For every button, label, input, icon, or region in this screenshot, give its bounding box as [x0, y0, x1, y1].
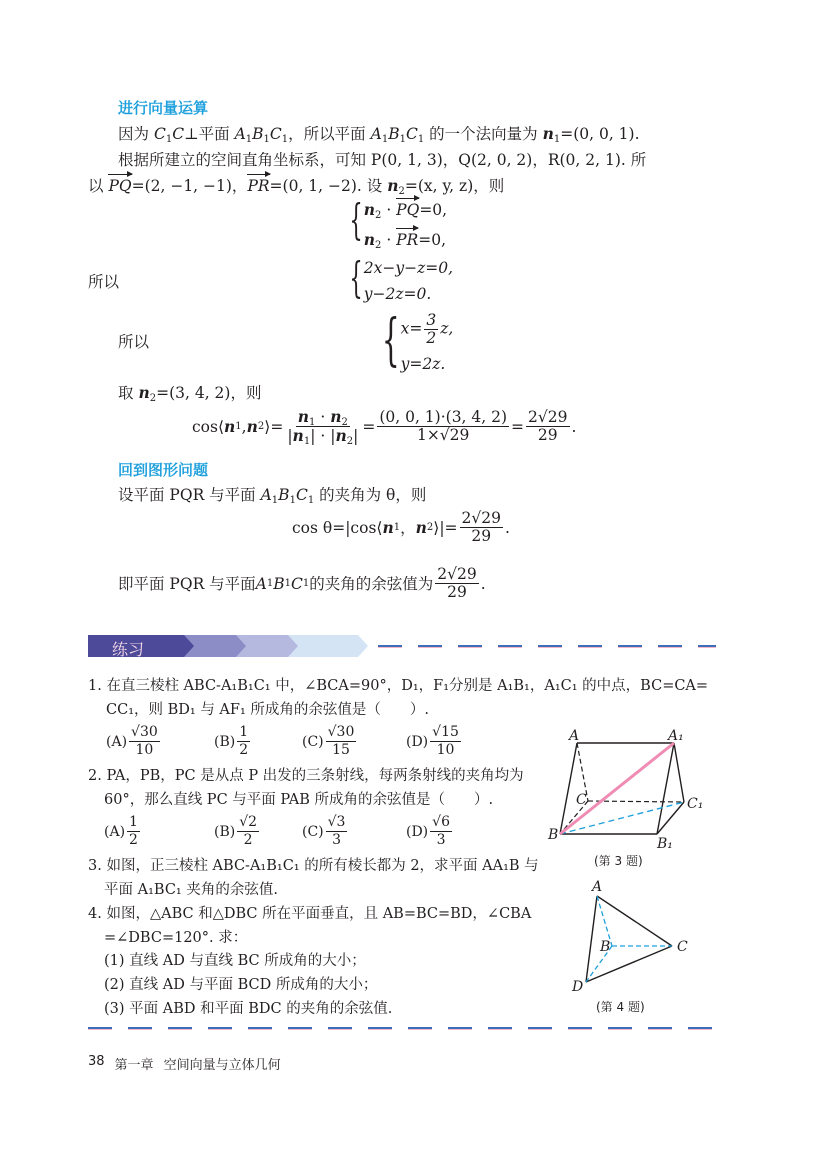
sys1-line-1: $n_2 \cdot PQ=0$, — [363, 200, 448, 221]
text: 平面 — [198, 125, 235, 143]
figure-3-prism — [540, 720, 720, 870]
text: 以 — [88, 177, 109, 195]
question-2-line-1: 2. PA，PB，PC 是从点 P 出发的三条射线，每两条射线的夹角均为 — [88, 768, 524, 784]
sys2-line-1: 2x−y−z=0, — [363, 259, 454, 277]
option-d: (D) $\frac{√6}{3}$ — [406, 814, 450, 848]
figure-4-caption: (第 4 题) — [596, 1000, 645, 1014]
question-3-line-2: 平面 A₁BC₁ 夹角的余弦值. — [104, 882, 278, 898]
take-n2-line: 取 $n_2=(3$, 4, 2)，则 — [118, 383, 262, 404]
question-3-line-1: 3. 如图，正三棱柱 ABC-A₁B₁C₁ 的所有棱长都为 2，求平面 AA₁B 与 — [88, 858, 539, 874]
edge-a1-c1 — [674, 743, 684, 802]
edge-a-b — [560, 743, 577, 834]
label-c: C — [677, 939, 688, 955]
text: ，所以平面 — [288, 125, 371, 143]
vector-pr: PR — [247, 177, 270, 195]
brace: { — [349, 253, 363, 302]
text: 的一个法向量为 — [424, 125, 543, 143]
text: 因为 — [118, 125, 154, 143]
option-a: (A) $\frac{1}{2}$ — [104, 814, 138, 848]
question-4-part-2: (2) 直线 AD 与平面 BCD 所成角的大小； — [104, 977, 378, 993]
equation-system-1 — [336, 195, 448, 251]
page-number: 38 — [88, 1054, 105, 1069]
solution-line-1: 因为 $C_1C\perp$平面 $A_1B_1C_1$，所以平面 $A_1B_1C_1$ 的一个法向量为 $n_1=(0$, 0, 1). — [118, 124, 640, 145]
dashed-divider-top — [378, 645, 716, 647]
exercise-banner-label: 练习 — [112, 640, 145, 659]
question-1-options — [106, 724, 463, 759]
equation-system-3 — [364, 308, 454, 374]
question-4-part-1: (1) 直线 AD 与直线 BC 所成角的大小； — [104, 953, 366, 969]
fraction-normal-vectors: $\frac{n_1 \cdot n_2}{|n_1| \cdot |n_2|}$ — [287, 407, 359, 447]
solution-line-3: 以 PQ=(2, −1, −1)，PR=(0, 1, −2). 设 $n_2=(x$, y, z)，则 — [88, 176, 505, 197]
label-c: C — [576, 792, 587, 808]
suoyi-label-2: 所以 — [118, 333, 150, 351]
segment-b-a1 — [560, 743, 674, 834]
page-footer — [88, 1054, 281, 1073]
question-4-part-3: (3) 平面 ABD 和平面 BDC 的夹角的余弦值. — [104, 1001, 393, 1017]
figure-3-caption: (第 3 题) — [594, 854, 643, 868]
label-c1: C₁ — [687, 796, 704, 812]
edge-d-c — [586, 946, 672, 982]
text: =(0, 0, 1). — [560, 125, 640, 143]
figure-4-tetrahedron — [550, 875, 720, 1000]
text: =0, — [419, 201, 448, 219]
sys2-line-2: y−2z=0. — [363, 285, 432, 303]
section-heading-back-to-figure: 回到图形问题 — [118, 461, 209, 479]
cos-theta-formula: cos θ=|cos⟨ n 1 ， n 2 ⟩|= $\frac{2√29}{29}$ . — [292, 509, 510, 545]
edge-c1-b1 — [657, 802, 684, 834]
text: =0, — [418, 231, 447, 249]
option-c: (C) $\frac{√30}{15}$ — [302, 724, 355, 758]
label-b: B — [600, 939, 611, 955]
question-4-line-2: =∠DBC=120°. 求： — [104, 930, 248, 946]
option-b: (B) $\frac{1}{2}$ — [214, 724, 249, 758]
cos-formula: cos⟨ n 1 , n 2 ⟩= $\frac{n_1 \cdot n_2}{|n_1| \cdot |n_2|}$ = $\frac{(0, 0, 1)\cdot(3, 4, 2)}{1\times√29}$ = $\frac{2√29}{29}$ . — [192, 407, 577, 447]
label-b1: B₁ — [657, 836, 673, 852]
equation-system-2 — [336, 253, 454, 304]
label-d: D — [572, 979, 584, 995]
section-heading-vector-ops: 进行向量运算 — [118, 99, 209, 117]
text: =(x, y, z)，则 — [404, 177, 505, 195]
question-1-line-2: CC₁，则 BD₁ 与 AF₁ 所成角的余弦值是（ ）. — [106, 702, 429, 718]
option-c: (C) $\frac{√3}{3}$ — [302, 814, 346, 848]
suoyi-label-1: 所以 — [88, 273, 120, 291]
fraction-result: $\frac{2√29}{29}$ — [528, 408, 568, 444]
label-a: A — [592, 879, 603, 895]
conclusion-line: 即平面 PQR 与平面 A 1 B 1 C 1 的夹角的余弦值为 $\frac{2√29}{29}$ . — [118, 565, 486, 601]
text: =(0, 1, −2). 设 — [269, 177, 388, 195]
question-2-options — [104, 814, 454, 849]
question-2-line-2: 60°，那么直线 PC 与平面 PAB 所成角的余弦值是（ ）. — [104, 792, 494, 808]
edge-a1-b1 — [657, 743, 674, 834]
sys3-line-2: y=2z. — [400, 355, 446, 373]
sys3-line-1: x= $\frac{3}{2}$ z, — [400, 311, 454, 347]
vector-pq: PQ — [108, 177, 132, 195]
text: =(2, −1, −1)， — [131, 177, 248, 195]
option-d: (D) $\frac{√15}{10}$ — [406, 724, 459, 758]
sys1-line-2: $n_2 \cdot PR=0$, — [363, 230, 447, 251]
label-a1: A₁ — [668, 728, 684, 744]
fraction-values: $\frac{(0, 0, 1)\cdot(3, 4, 2)}{1\times√29}$ — [379, 408, 508, 444]
option-b: (B) $\frac{√2}{2}$ — [214, 814, 258, 848]
chapter-label: 第一章 — [114, 1058, 154, 1073]
solution-line-2: 根据所建立的空间直角坐标系，可知 P(0, 1, 3)，Q(2, 0, 2)，R(0, 2, 1). 所 — [118, 151, 647, 169]
question-1-line-1: 1. 在直三棱柱 ABC-A₁B₁C₁ 中，∠BCA=90°，D₁，F₁分别是 A₁B₁，A₁C₁ 的中点，BC=CA= — [88, 678, 709, 694]
let-theta-line: 设平面 PQR 与平面 $A_1B_1C_1$ 的夹角为 θ，则 — [118, 486, 427, 506]
question-4-line-1: 4. 如图，△ABC 和△DBC 所在平面垂直，且 AB=BC=BD，∠CBA — [88, 906, 532, 922]
label-b: B — [548, 827, 559, 843]
label-a: A — [569, 728, 580, 744]
dashed-divider-bottom — [88, 1027, 716, 1029]
option-a: (A) $\frac{√30}{10}$ — [106, 724, 158, 758]
brace: { — [349, 195, 363, 244]
chapter-title: 空间向量与立体几何 — [163, 1058, 281, 1073]
brace: { — [381, 308, 400, 373]
